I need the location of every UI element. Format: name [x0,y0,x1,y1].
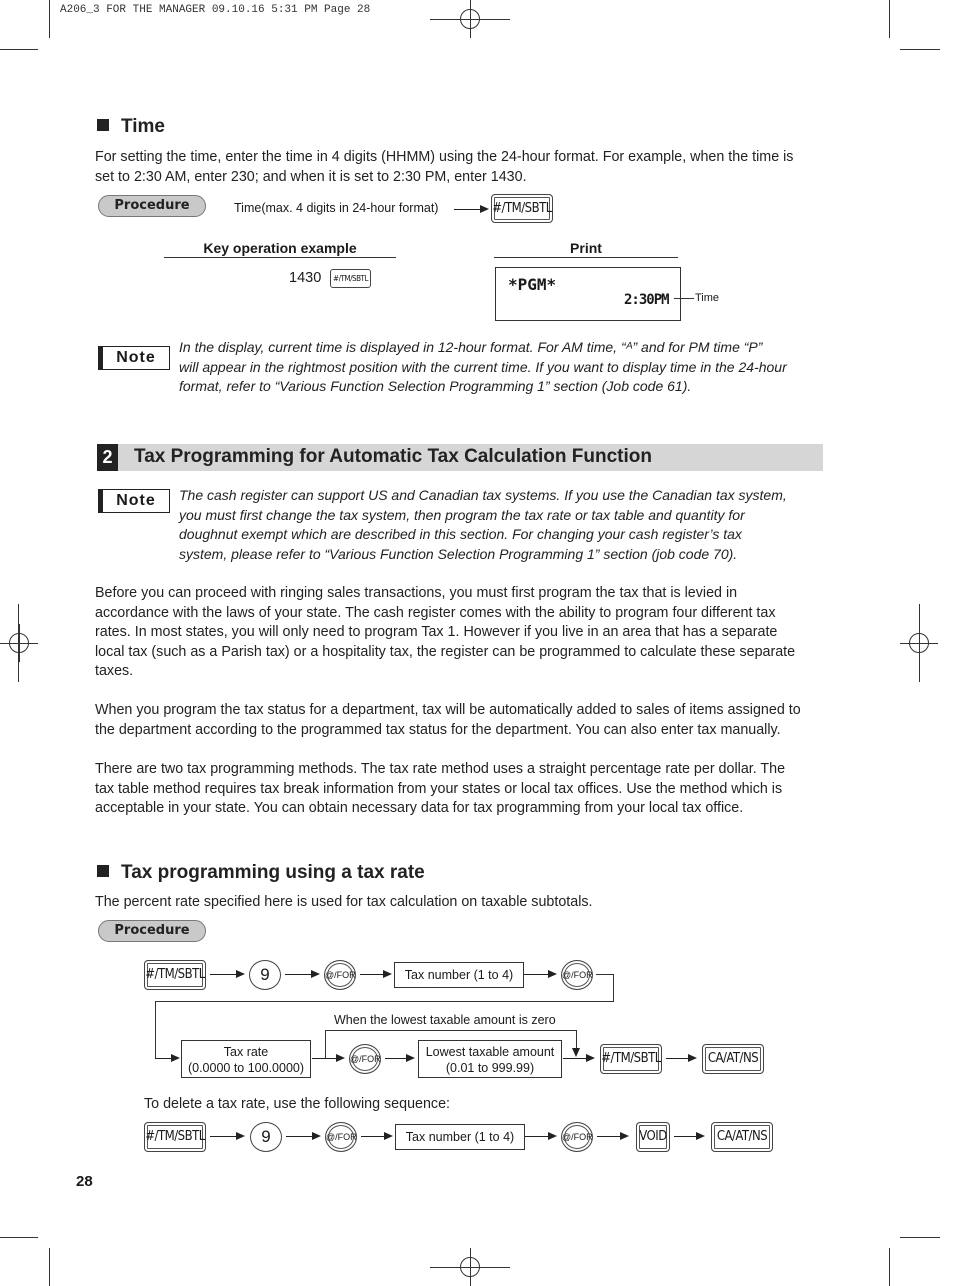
crop-mark [0,1237,38,1238]
key-at-for: @/FOR [349,1044,381,1074]
section-title-time: Time [97,116,165,138]
arrow-head-down-icon [572,1048,580,1057]
arrow [360,974,385,975]
key-tm-sbtl: #/TM/SBTL [144,1122,206,1152]
crop-mark [0,49,38,50]
tax-paragraph-2: When you program the tax status for a department, tax will be automatically added to sales of items assigned to the department according to the programmed tax status for the department. You can also enter tax manually. [95,702,801,738]
arrow-head-icon [236,970,245,978]
tax-paragraph-1: Before you can proceed with ringing sales transactions, you must first program the tax that is levied in accordance with the laws of your state. The cash register comes with the ability to program four different tax rates. In most states, you will only need to program Tax 1. However if you live in an area that has a separate local tax (such as a Parish tax) or a hospitality tax, the register can be programmed to calculate these separate taxes. [95,585,796,680]
connector [613,974,614,1002]
arrow-head-icon [548,1132,557,1140]
section-title-tax-rate: Tax programming using a tax rate [97,862,425,884]
crop-mark [900,49,940,50]
arrow-head-icon [620,1132,629,1140]
crop-mark [430,19,510,20]
note-badge: Note [102,346,170,370]
arrow-head-icon [383,970,392,978]
tax-number-box: Tax number (1 to 4) [394,962,524,988]
page-number: 28 [76,1173,93,1190]
key-at-for: @/FOR [324,960,356,990]
arrow [312,1058,338,1059]
arrow-head-icon [406,1054,415,1062]
time-note: In the display, current time is displayed in 12-hour format. For AM time, “ᴬ” and for PM time “P” will appear in the rightmost position with the current time. If you want to display time in the 24-hour format, refer to “Various Function Selection Programming 1” section (Job code 61). [179,339,787,395]
procedure-step-label: Time(max. 4 digits in 24-hour format) [234,201,439,215]
receipt-line-time: 2:30PM [624,292,669,308]
print-header: Print [570,240,602,256]
header-rule [164,257,396,258]
arrow-head-icon [236,1132,245,1140]
key-at-for: @/FOR [561,960,593,990]
arrow-head-icon [311,970,320,978]
arrow [674,1136,698,1137]
key-op-header: Key operation example [203,240,357,256]
key-at-for: @/FOR [561,1122,593,1152]
crop-mark [889,0,890,38]
bypass-line [576,1030,577,1050]
tax-note: The cash register can support US and Canadian tax systems. If you use the Canadian tax system, you must first change the tax system, then program the tax rate or tax table and quantity for doughnut exempt which are described in this section. For changing your cash register’s tax system, please refer to “Various Function Selection Programming 1” section (job code 70). [179,487,787,562]
arrow [454,209,482,210]
arrow [597,1136,622,1137]
arrow [285,974,313,975]
crop-mark [49,0,50,38]
digit-key: 9 [249,960,281,990]
receipt-box [495,267,681,321]
crop-mark [430,1267,510,1268]
header-rule [494,257,678,258]
arrow [210,974,238,975]
key-op-value: 1430 [289,270,322,286]
bypass-line [325,1030,577,1031]
bullet-square-icon [97,865,109,877]
bypass-line [325,1030,326,1058]
time-intro: For setting the time, enter the time in 4 digits (HHMM) using the 24-hour format. For example, when the time is set to 2:30 AM, enter 230; and when it is set to 2:30 PM, enter 1430. [95,149,794,185]
procedure-badge: Procedure [98,195,206,217]
arrow [666,1058,690,1059]
arrow-head-icon [336,1054,345,1062]
arrow [525,1136,550,1137]
arrow-head-icon [688,1054,697,1062]
registration-mark [0,624,38,662]
arrow [361,1136,386,1137]
arrow-head-icon [586,1054,595,1062]
connector [596,974,614,975]
arrow-head-icon [171,1054,180,1062]
print-header: A206_3 FOR THE MANAGER 09.10.16 5:31 PM Page 28 [60,4,371,16]
arrow [385,1058,407,1059]
callout-line [674,298,694,299]
connector [155,1001,156,1059]
key-ca-at-ns: CA/AT/NS [711,1122,773,1152]
arrow [210,1136,238,1137]
crop-mark [900,1237,940,1238]
tax-rate-box: Tax rate (0.0000 to 100.0000) [181,1040,311,1078]
receipt-callout: Time [695,292,720,304]
procedure-badge: Procedure [98,920,206,942]
crop-mark [889,1248,890,1286]
arrow-head-icon [312,1132,321,1140]
key-tm-sbtl-small: #/TM/SBTL [330,269,371,288]
arrow [286,1136,313,1137]
receipt-line-pgm: *PGM* [508,275,557,294]
arrow-head-icon [696,1132,705,1140]
crop-mark [49,1248,50,1286]
arrow-head-icon [384,1132,393,1140]
key-ca-at-ns: CA/AT/NS [702,1044,764,1074]
section-number: 2 [97,444,118,471]
tax-number-box: Tax number (1 to 4) [395,1124,525,1150]
section-title: Tax Programming for Automatic Tax Calculation Function [134,446,652,467]
branch-label: When the lowest taxable amount is zero [334,1013,556,1027]
tax-rate-intro: The percent rate specified here is used for tax calculation on taxable subtotals. [95,894,593,910]
key-void: VOID [636,1122,670,1152]
tax-paragraph-3: There are two tax programming methods. The tax rate method uses a straight percentage rate per dollar. The tax table method requires tax break information from your states or local tax offices. Use the method which is acceptable in your state. You can obtain necessary data for tax programming from your local tax office. [95,761,786,817]
lowest-taxable-box: Lowest taxable amount (0.01 to 999.99) [418,1040,562,1078]
key-at-for: @/FOR [325,1122,357,1152]
key-tm-sbtl: #/TM/SBTL [491,194,553,223]
arrow [155,1058,171,1059]
digit-key: 9 [250,1122,282,1152]
registration-mark [900,624,938,662]
delete-instruction: To delete a tax rate, use the following sequence: [144,1096,450,1112]
section-banner [97,444,823,471]
key-tm-sbtl: #/TM/SBTL [144,960,206,990]
arrow [563,1058,588,1059]
key-tm-sbtl: #/TM/SBTL [600,1044,662,1074]
note-badge: Note [102,489,170,513]
arrow [524,974,550,975]
connector [155,1001,614,1002]
bullet-square-icon [97,119,109,131]
arrow-head-icon [480,205,489,213]
arrow-head-icon [548,970,557,978]
